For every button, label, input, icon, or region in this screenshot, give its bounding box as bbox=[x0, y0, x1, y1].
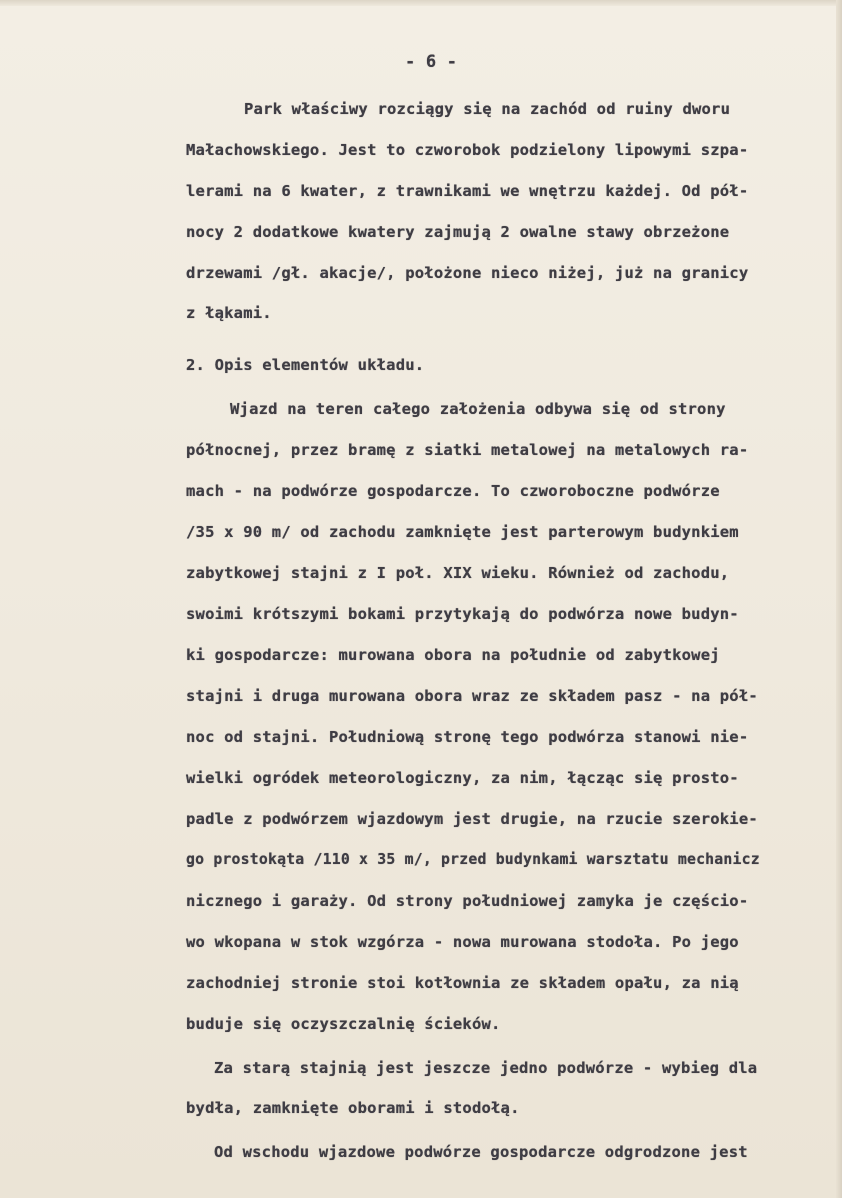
section-heading: 2. Opis elementów układu. bbox=[186, 356, 425, 374]
text-line: stajni i druga murowana obora wraz ze składem pasz - na pół- bbox=[186, 687, 758, 705]
page-number: - 6 - bbox=[405, 52, 458, 72]
text-line: północnej, przez bramę z siatki metalowej na metalowych ra- bbox=[186, 441, 749, 459]
text-line: nocy 2 dodatkowe kwatery zajmują 2 owalne stawy obrzeżone bbox=[186, 223, 730, 241]
text-line: /35 x 90 m/ od zachodu zamknięte jest parterowym budynkiem bbox=[186, 523, 739, 541]
text-line: swoimi krótszymi bokami przytykają do podwórza nowe budyn- bbox=[186, 605, 739, 623]
text-line: Od wschodu wjazdowe podwórze gospodarcze odgrodzone jest bbox=[214, 1143, 748, 1161]
text-line: drzewami /gł. akacje/, położone nieco niżej, już na granicy bbox=[186, 264, 749, 282]
text-line: padle z podwórzem wjazdowym jest drugie, na rzucie szerokie- bbox=[186, 810, 758, 828]
text-line: zabytkowej stajni z I poł. XIX wieku. Również od zachodu, bbox=[186, 564, 730, 582]
text-line: Wjazd na teren całego założenia odbywa się od strony bbox=[230, 400, 726, 418]
text-line: noc od stajni. Południową stronę tego podwórza stanowi nie- bbox=[186, 728, 749, 746]
text-line: buduje się oczyszczalnię ścieków. bbox=[186, 1015, 501, 1033]
text-line: Za starą stajnią jest jeszcze jedno podwórze - wybieg dla bbox=[214, 1059, 758, 1077]
text-line: lerami na 6 kwater, z trawnikami we wnętrzu każdej. Od pół- bbox=[186, 182, 749, 200]
text-line: go prostokąta /110 x 35 m/, przed budynkami warsztatu mechanicz bbox=[186, 851, 760, 868]
text-line: z łąkami. bbox=[186, 304, 272, 322]
text-line: Małachowskiego. Jest to czworobok podzielony lipowymi szpa- bbox=[186, 141, 749, 159]
page-right-edge bbox=[836, 0, 842, 1198]
text-line: zachodniej stronie stoi kotłownia ze składem opału, za nią bbox=[186, 974, 739, 992]
text-line: Park właściwy rozciągy się na zachód od ruiny dworu bbox=[244, 100, 731, 118]
text-line: wo wkopana w stok wzgórza - nowa murowana stodoła. Po jego bbox=[186, 933, 739, 951]
page-top-edge bbox=[0, 0, 842, 6]
text-line: ki gospodarcze: murowana obora na południe od zabytkowej bbox=[186, 646, 720, 664]
text-line: mach - na podwórze gospodarcze. To czworoboczne podwórze bbox=[186, 482, 720, 500]
text-line: nicznego i garaży. Od strony południowej zamyka je częścio- bbox=[186, 892, 749, 910]
text-line: wielki ogródek meteorologiczny, za nim, łącząc się prosto- bbox=[186, 769, 739, 787]
text-line: bydła, zamknięte oborami i stodołą. bbox=[186, 1099, 520, 1117]
